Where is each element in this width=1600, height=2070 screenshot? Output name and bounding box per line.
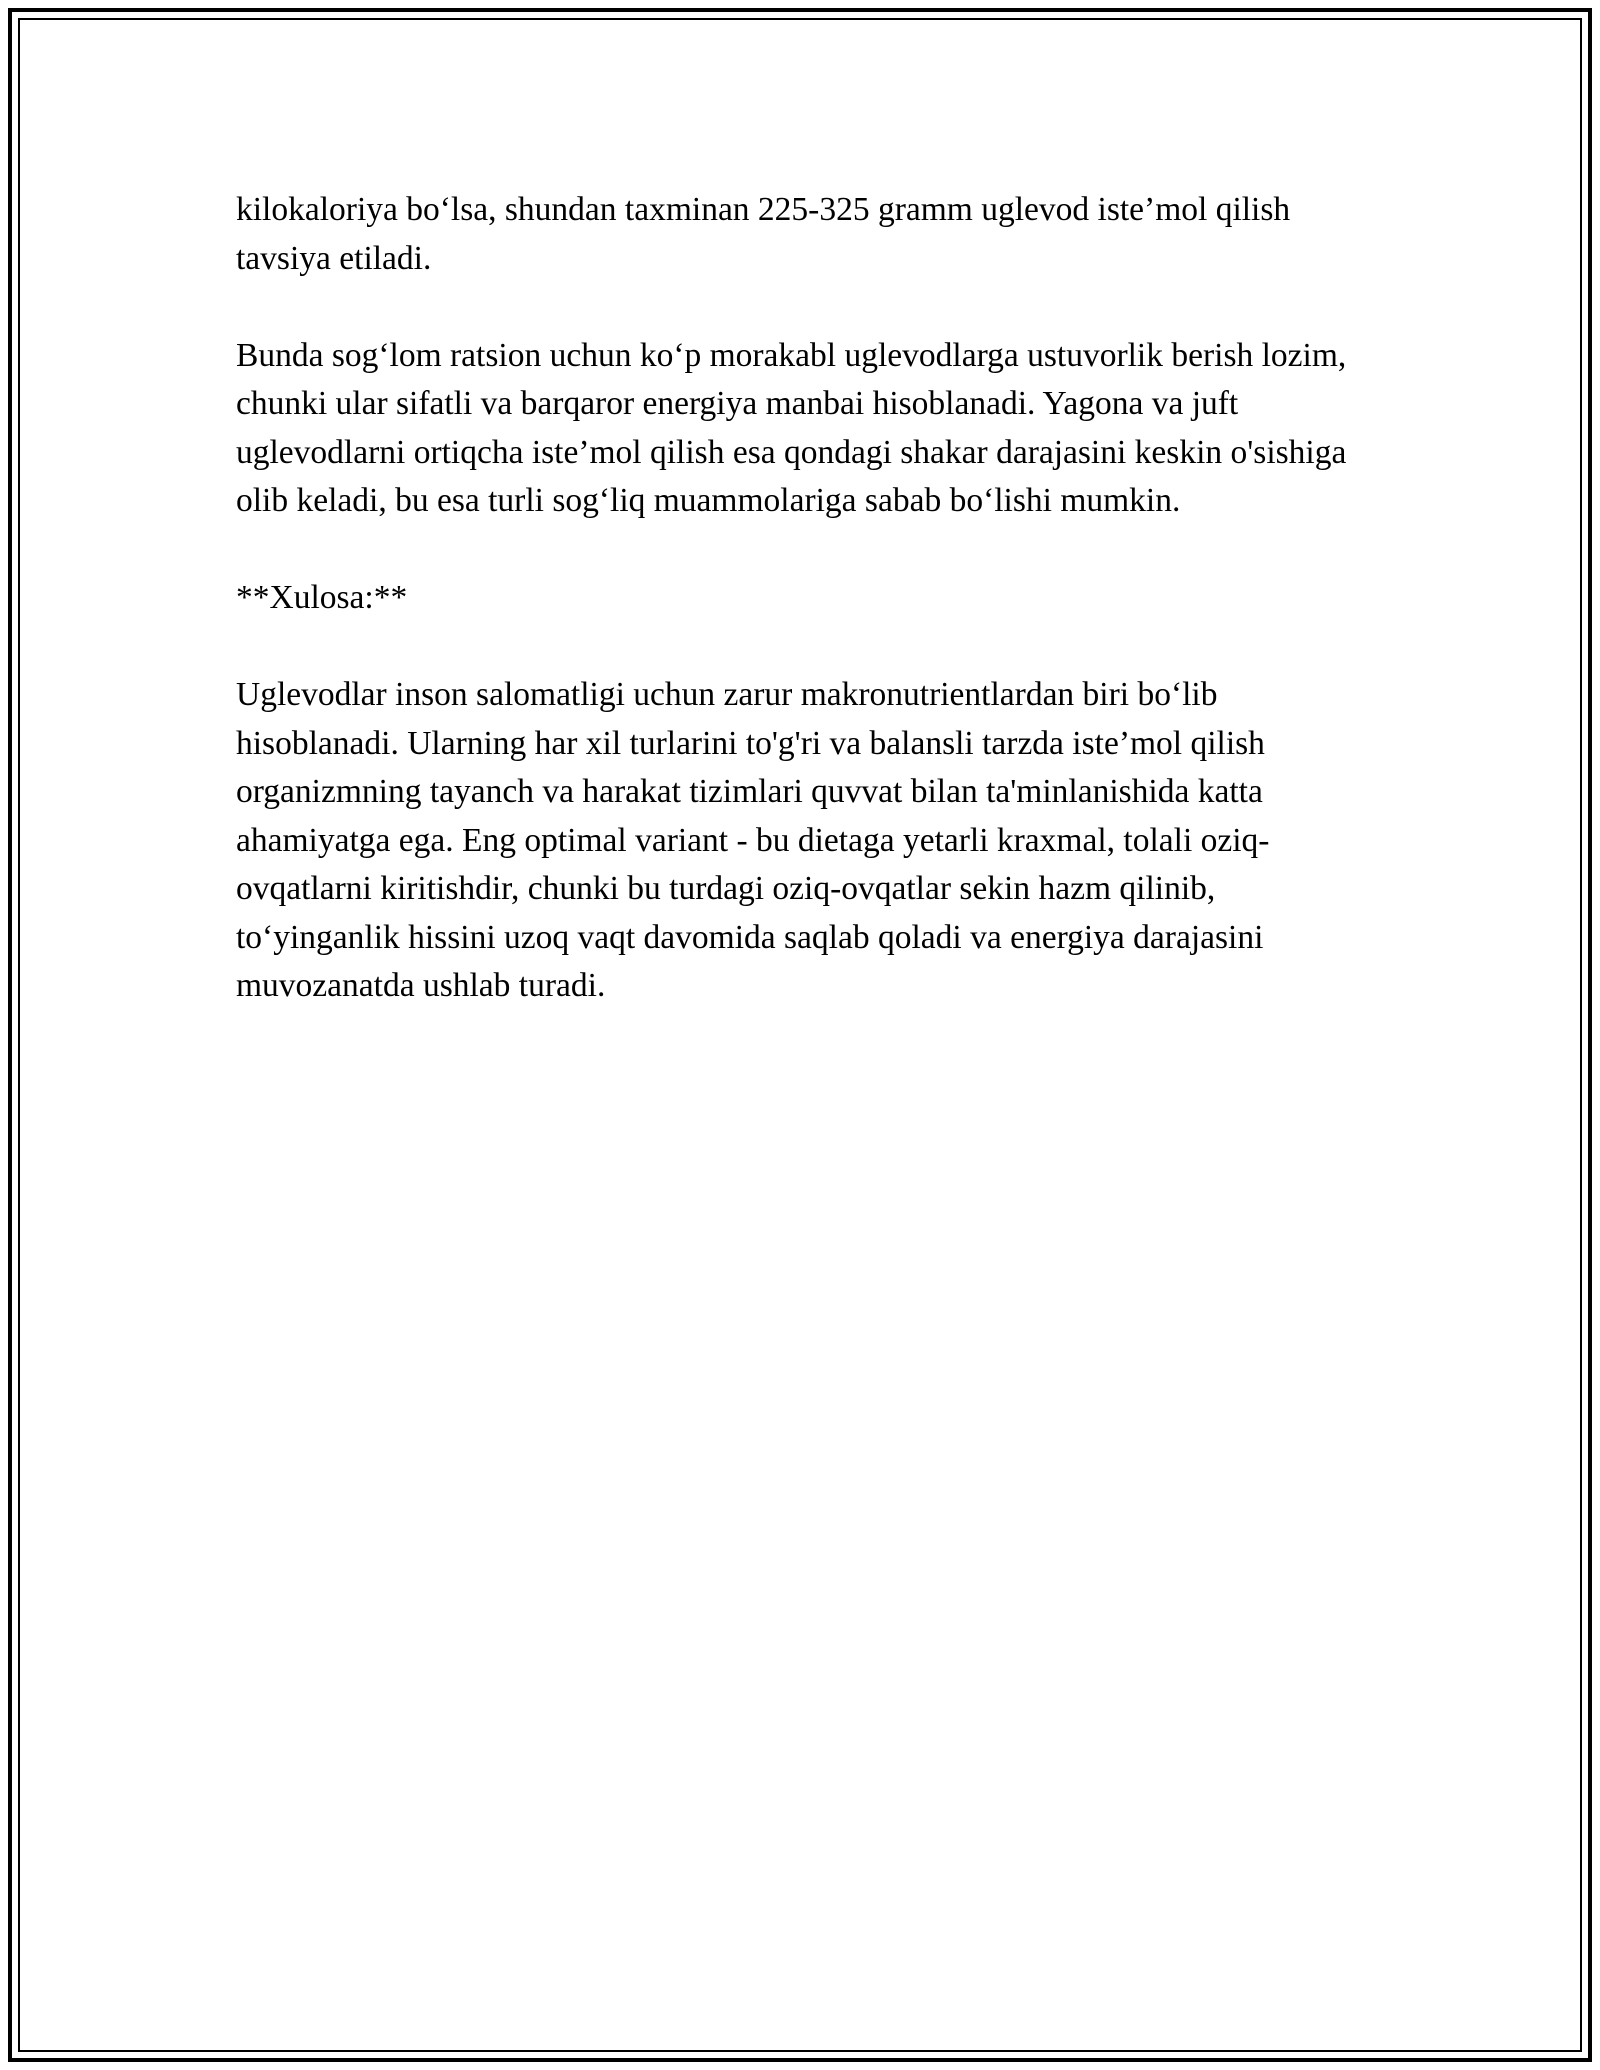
paragraph-intro: kilokaloriya bo‘lsa, shundan taxminan 225-325 gramm uglevod iste’mol qilish tavsiya etiladi.: [236, 191, 1291, 277]
paragraph-recommendation: Bunda sog‘lom ratsion uchun ko‘p morakabl uglevodlarga ustuvorlik berish lozim, chunki ular sifatli va barqaror energiya manbai hisoblanadi. Yagona va juft uglevodlarni ortiqcha iste’mol qilish esa qondagi shakar darajasini keskin o'sishiga olib keladi, bu esa turli sog‘liq muammolariga sabab bo‘lishi mumkin.: [236, 336, 1347, 519]
paragraph-conclusion: Uglevodlar inson salomatligi uchun zarur makronutrientlardan biri bo‘lib hisoblanadi. Ularning har xil turlarini to'g'ri va balansli tarzda iste’mol qilish organizmning tayanch va harakat tizimlari quvvat bilan ta'minlanishida katta ahamiyatga ega. Eng optimal variant - bu dietaga yetarli kraxmal, tolali oziq-ovqatlarni kiritishdir, chunki bu turdagi oziq-ovqatlar sekin hazm qilinib, to‘yinganlik hissini uzoq vaqt davomida saqlab qoladi va energiya darajasini muvozanatda ushlab turadi.: [236, 676, 1270, 1004]
document-body: [236, 186, 1376, 1059]
conclusion-heading: **Xulosa:**: [236, 579, 408, 616]
